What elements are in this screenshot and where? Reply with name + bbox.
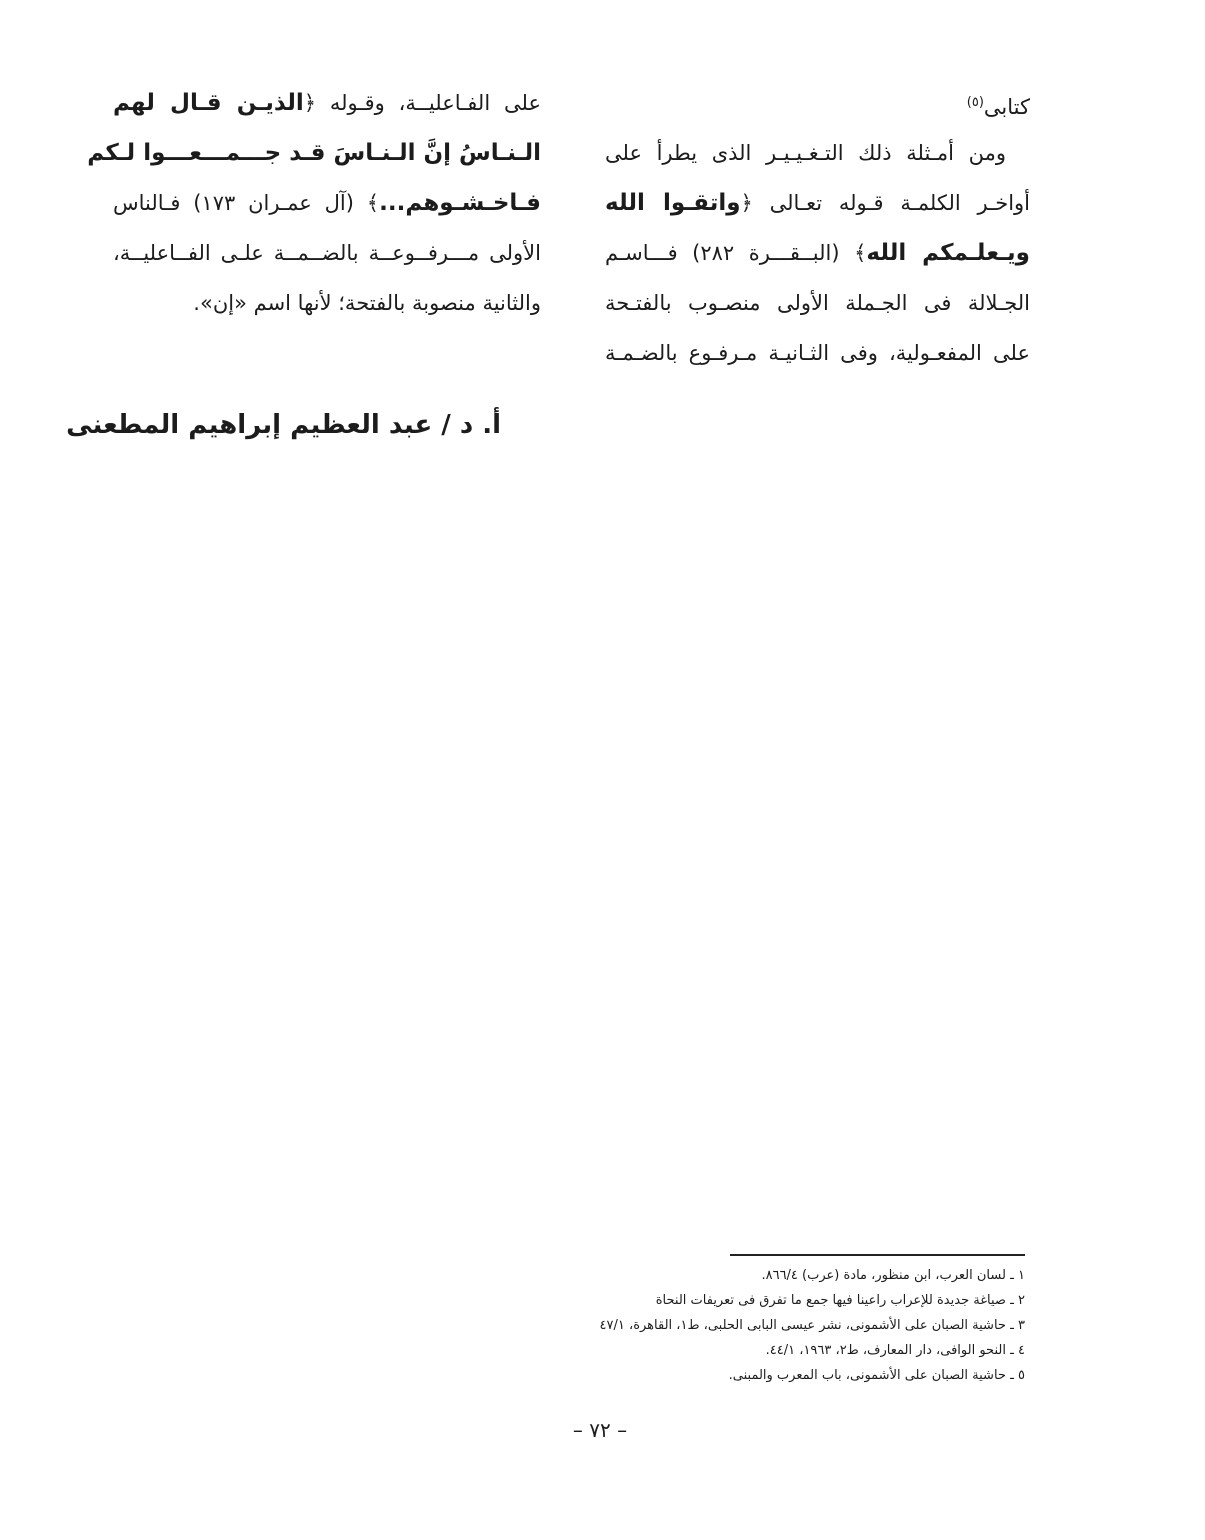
footnote-divider [730, 1254, 1025, 1256]
quran-quote-line: الـنـاسُ إنَّ الـنـاسَ قـد جـــمـــعـــوا لـكم [87, 140, 541, 166]
footnote: ٤ ـ النحو الوافى، دار المعارف، ط٢، ١٩٦٣، ٤٤/١. [765, 1343, 1025, 1358]
page-number: – ٧٢ – [572, 1418, 628, 1442]
right-column [605, 78, 1030, 378]
paragraph-line: الأولى مـــرفــوعــة بالضــمــة علـى الفــاعليــة، [113, 241, 541, 265]
paragraph-line: كتابى$^{(٥)}$ [966, 95, 1030, 119]
left-column [87, 78, 541, 328]
footnote: ١ ـ لسان العرب، ابن منظور، مادة (عرب) ٨٦٦/٤. [761, 1268, 1025, 1283]
quran-quote: ويـعلـمكم الله [866, 240, 1030, 266]
quran-quote: الذيـن قـال لهم [113, 90, 304, 116]
paragraph-line: فـاخـشـوهم...﴾ (آل عمـران ١٧٣) فـالناس [113, 190, 541, 216]
quran-quote: واتقـوا الله [605, 190, 741, 216]
footnote-ref: (٥) [966, 95, 984, 110]
author-signature: أ. د / عبد العظيم إبراهيم المطعنى [66, 410, 501, 440]
paragraph-line: أواخـر الكلمـة قـوله تعـالى ﴿واتقـوا الله [605, 190, 1031, 216]
paragraph-line: على الفـاعليــة، وقـوله ﴿الذيـن قـال لهم [113, 90, 541, 116]
footnotes [470, 1263, 1025, 1388]
footnote: ٢ ـ صياغة جديدة للإعراب راعينا فيها جمع ما تفرق فى تعريفات النحاة [655, 1293, 1025, 1308]
paragraph-line: ويـعلـمكم الله﴾ (البــقـــرة ٢٨٢) فـــاسـم [605, 240, 1030, 266]
footnote: ٥ ـ حاشية الصبان على الأشمونى، باب المعرب والمبنى. [728, 1368, 1025, 1383]
quran-quote: فـاخـشـوهم... [379, 190, 541, 216]
paragraph-line: ومن أمـثلة ذلك التـغـيـيـر الذى يطرأ على [605, 141, 1006, 165]
paragraph-line: والثانية منصوبة بالفتحة؛ لأنها اسم «إن». [193, 291, 541, 315]
paragraph-line: على المفعـولية، وفى الثـانيـة مـرفـوع بالضـمـة [605, 341, 1030, 365]
paragraph-line: الجـلالة فى الجـملة الأولى منصـوب بالفتـحة [605, 291, 1030, 315]
footnote: ٣ ـ حاشية الصبان على الأشمونى، نشر عيسى البابى الحلبى، ط١، القاهرة، ٤٧/١ [599, 1318, 1025, 1333]
